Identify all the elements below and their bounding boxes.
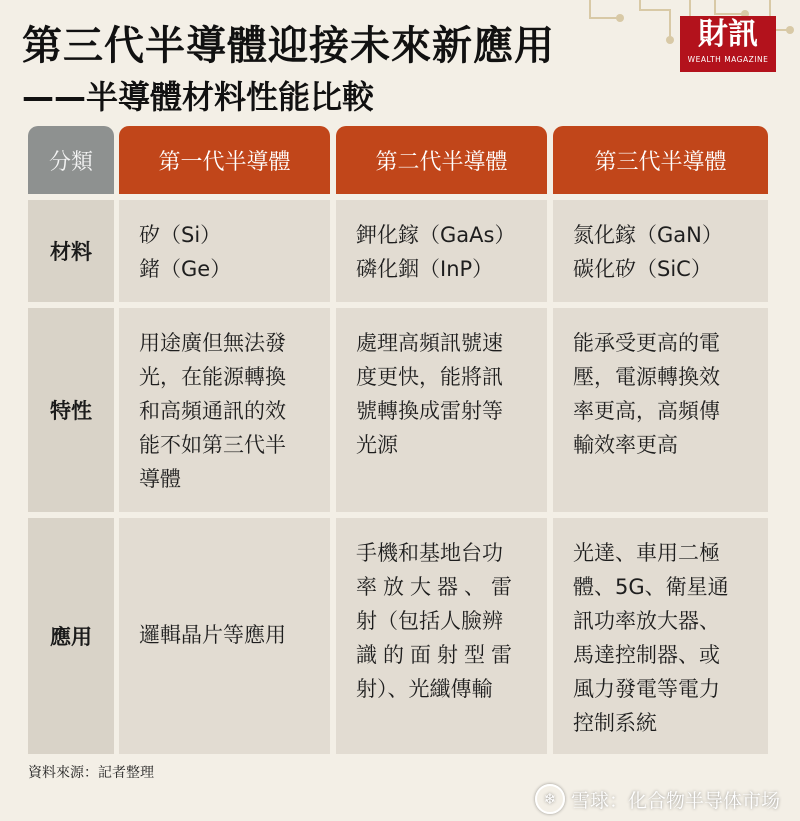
table-cell-properties-gen1 (119, 308, 330, 512)
cell-line: 磷化銦（InP） (356, 257, 494, 281)
snowball-icon: ❄ (535, 784, 565, 814)
cell-line: 能不如第三代半 (139, 433, 286, 457)
cell-line: 輸效率更高 (573, 433, 678, 457)
source-note: 資料來源：記者整理 (28, 765, 154, 781)
cell-line: 光，在能源轉換 (139, 365, 286, 389)
cell-line: 率更高，高頻傳 (573, 399, 720, 423)
cell-line: 用途廣但無法發 (139, 331, 286, 355)
cell-line: 馬達控制器、或 (573, 643, 720, 667)
page-title: 第三代半導體迎接未來新應用 (22, 23, 555, 69)
row-label-material: 材料 (28, 200, 114, 302)
cell-line: 控制系統 (573, 711, 657, 735)
column-header-gen3: 第三代半導體 (553, 126, 768, 194)
watermark-text: 雪球：化合物半导体市场 (570, 789, 780, 812)
column-header-gen2: 第二代半導體 (336, 126, 547, 194)
cell-line: 識的面射型雷 (356, 643, 518, 667)
cell-line: 導體 (139, 467, 181, 491)
cell-line: 訊功率放大器、 (573, 609, 720, 633)
cell-line: 手機和基地台功 (356, 541, 503, 565)
cell-line: 風力發電等電力 (573, 677, 720, 701)
logo-tagline: WEALTH MAGAZINE (687, 55, 769, 64)
cell-line: 率放大器、雷 (356, 575, 518, 599)
cell-line: 光源 (356, 433, 398, 457)
cell-line: 射）、光纖傳輸 (356, 677, 493, 701)
cell-line: 碳化矽（SiC） (573, 257, 712, 281)
page-subtitle: ——半導體材料性能比較 (22, 78, 375, 116)
cell-line: 號轉換成雷射等 (356, 399, 503, 423)
table-cell-applications-gen3 (553, 518, 768, 754)
column-header-category: 分類 (28, 126, 114, 194)
column-header-gen1: 第一代半導體 (119, 126, 330, 194)
table-cell-applications-gen2 (336, 518, 547, 754)
table-cell-material-gen2 (336, 200, 547, 302)
table-cell-properties-gen3 (553, 308, 768, 512)
brand-logo (680, 16, 776, 72)
logo-mark: 財訊 (698, 17, 758, 52)
watermark (535, 784, 780, 814)
cell-line: 體、5G、衛星通 (573, 575, 729, 599)
cell-line: 氮化鎵（GaN） (573, 223, 723, 247)
cell-line: 鉀化鎵（GaAs） (356, 223, 516, 247)
cell-line: 能承受更高的電 (573, 331, 720, 355)
table-cell-properties-gen2 (336, 308, 547, 512)
cell-line: 壓，電源轉換效 (573, 365, 720, 389)
cell-line: 鍺（Ge） (139, 257, 232, 281)
cell-line: 和高頻通訊的效 (139, 399, 286, 423)
cell-line: 度更快，能將訊 (356, 365, 503, 389)
table-cell-material-gen1 (119, 200, 330, 302)
cell-line: 邏輯晶片等應用 (139, 623, 286, 647)
cell-line: 光達、車用二極 (573, 541, 720, 565)
cell-line: 射（包括人臉辨 (356, 609, 503, 633)
cell-line: 矽（Si） (139, 223, 222, 247)
table-cell-material-gen3 (553, 200, 768, 302)
row-label-properties: 特性 (28, 308, 114, 512)
table-cell-applications-gen1 (119, 518, 330, 754)
cell-line: 處理高頻訊號速 (356, 331, 503, 355)
row-label-applications: 應用 (28, 518, 114, 754)
